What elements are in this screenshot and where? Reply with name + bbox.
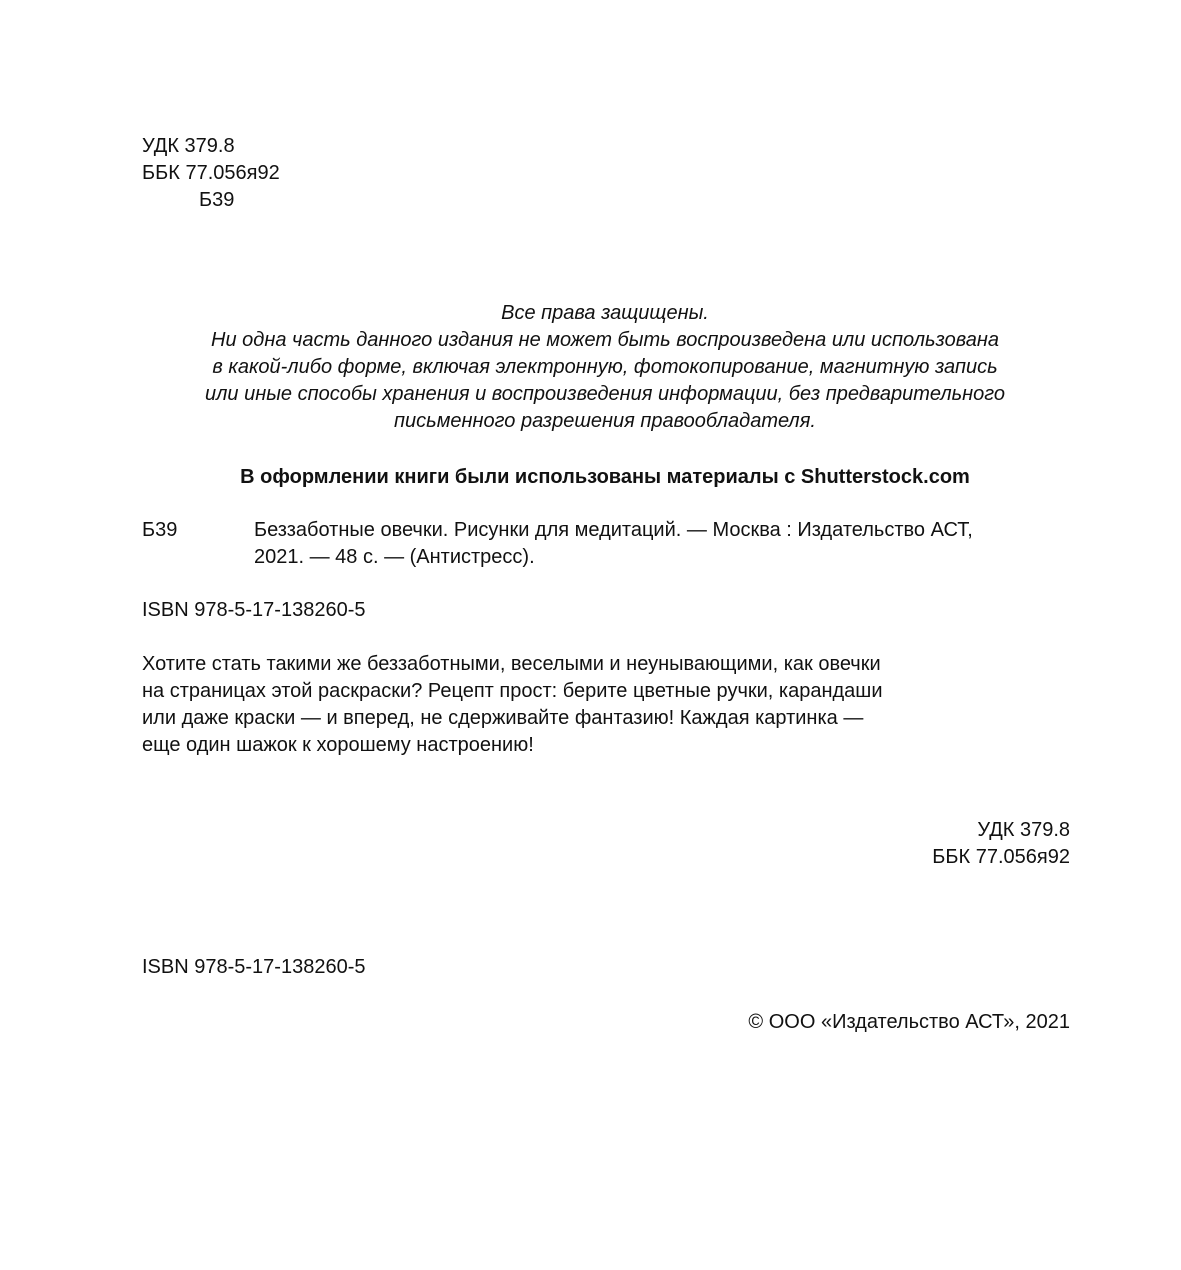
annotation-line: на страницах этой раскраски? Рецепт прост: берите цветные ручки, карандаши: [142, 680, 883, 702]
rights-line: в какой-либо форме, включая электронную, фотокопирование, магнитную запись: [212, 356, 998, 378]
bbk-code: ББК 77.056я92: [142, 162, 280, 184]
rights-line: или иные способы хранения и воспроизведения информации, без предварительного: [204, 383, 1006, 405]
classification-right: [700, 817, 1070, 871]
rights-line: Все права защищены.: [501, 302, 709, 324]
udk-code-right: УДК 379.8: [977, 819, 1070, 841]
bibliographic-line: Беззаботные овечки. Рисунки для медитаций. — Москва : Издательство АСТ,: [254, 519, 973, 541]
copyright-notice: © ООО «Издательство АСТ», 2021: [748, 1011, 1070, 1033]
udk-code: УДК 379.8: [142, 135, 235, 157]
classification-block: [142, 133, 280, 214]
annotation: [142, 651, 1042, 759]
isbn-bottom: ISBN 978-5-17-138260-5: [142, 956, 366, 978]
author-mark: Б39: [199, 189, 235, 211]
bbk-code-right: ББК 77.056я92: [932, 846, 1070, 868]
annotation-line: или даже краски — и вперед, не сдерживайте фантазию! Каждая картинка —: [142, 707, 864, 729]
bibliographic-description: [254, 517, 1074, 571]
materials-note: В оформлении книги были использованы материалы с Shutterstock.com: [240, 466, 970, 488]
rights-line: письменного разрешения правообладателя.: [394, 410, 816, 432]
isbn-top: ISBN 978-5-17-138260-5: [142, 599, 366, 621]
bibliographic-label: Б39: [142, 519, 178, 541]
rights-line: Ни одна часть данного издания не может быть воспроизведена или использована: [211, 329, 999, 351]
annotation-line: еще один шажок к хорошему настроению!: [142, 734, 534, 756]
bibliographic-line: 2021. — 48 с. — (Антистресс).: [254, 546, 535, 568]
annotation-line: Хотите стать такими же беззаботными, веселыми и неунывающими, как овечки: [142, 653, 881, 675]
rights-notice: [130, 300, 1080, 435]
